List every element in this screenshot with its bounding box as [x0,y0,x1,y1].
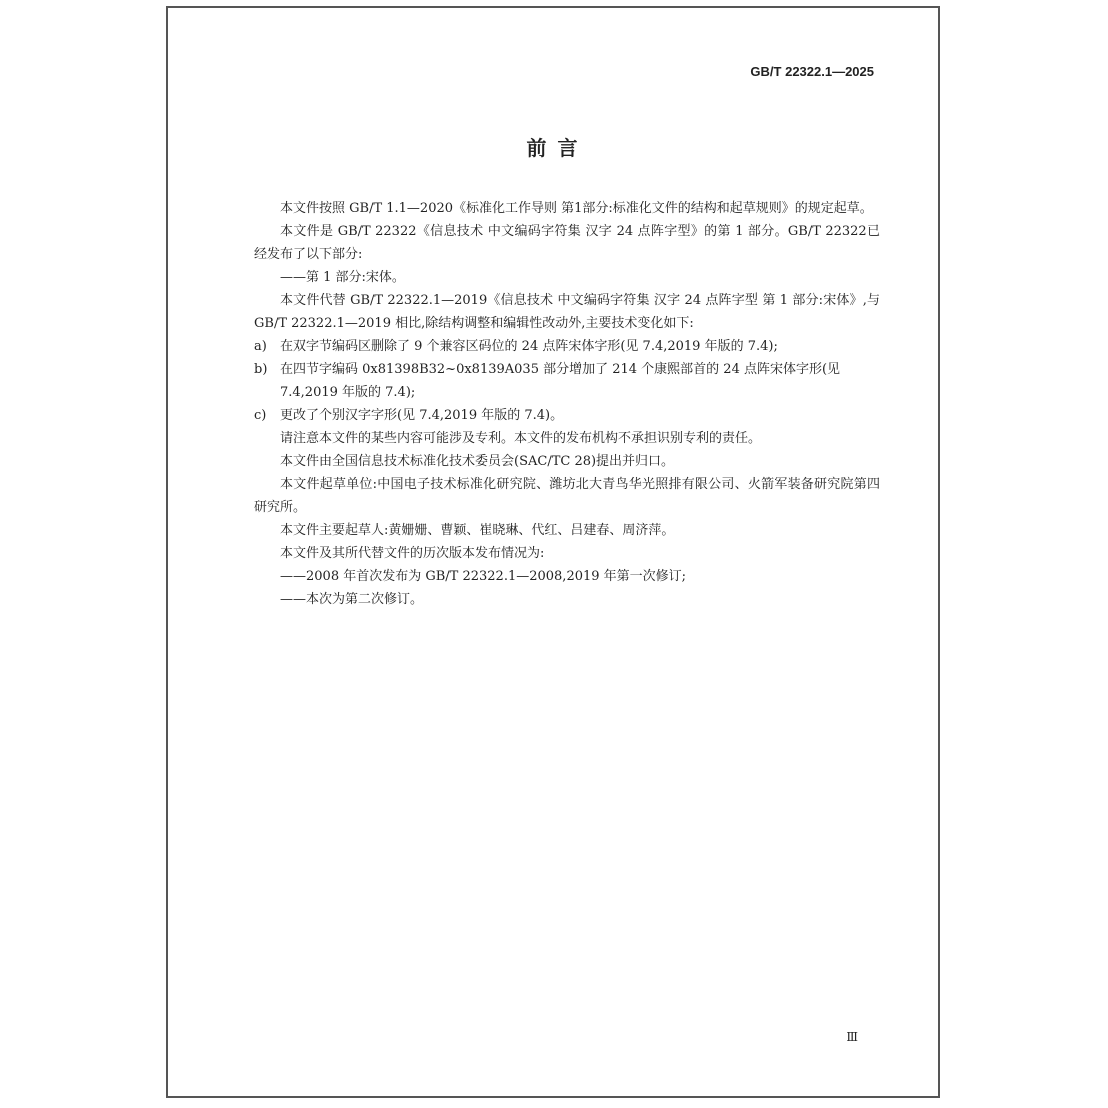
paragraph-parts: 本文件是 GB/T 22322《信息技术 中文编码字符集 汉字 24 点阵字型》的第 1 部分。GB/T 22322已经发布了以下部分: [254,224,880,262]
paragraph-replaces: 本文件代替 GB/T 22322.1—2019《信息技术 中文编码字符集 汉字 24 点阵字型 第 1 部分:宋体》,与 GB/T 22322.1—2019 相比,除结构调整和编辑性改动外,主要技术变化如下: [254,293,880,331]
paragraph-committee: 本文件由全国信息技术标准化技术委员会(SAC/TC 28)提出并归口。 [280,454,675,469]
history-item: ——2008 年首次发布为 GB/T 22322.1—2008,2019 年第一次修订; [280,569,687,584]
history-item: ——本次为第二次修订。 [280,592,424,607]
list-item-text: 在四节字编码 0x81398B32~0x8139A035 部分增加了 214 个康熙部首的 24 点阵宋体字形(见 7.4,2019 年版的 7.4); [280,362,841,400]
list-item-text: 更改了个别汉字字形(见 7.4,2019 年版的 7.4)。 [280,408,564,423]
list-item [254,335,880,358]
list-item-label: a) [254,339,267,354]
list-item-label: b) [254,362,268,377]
standard-code: GB/T 22322.1—2025 [750,64,874,79]
list-item [254,358,880,404]
paragraph-patent-notice: 请注意本文件的某些内容可能涉及专利。本文件的发布机构不承担识别专利的责任。 [280,431,762,446]
document-page [166,6,940,1098]
page-title: 前 言 [526,136,580,160]
foreword-body [254,197,880,611]
list-item-part: ——第 1 部分:宋体。 [280,270,405,285]
page-number: Ⅲ [846,1030,858,1044]
list-item-text: 在双字节编码区删除了 9 个兼容区码位的 24 点阵宋体字形(见 7.4,2019 年版的 7.4); [280,339,778,354]
paragraph-drafting-units: 本文件起草单位:中国电子技术标准化研究院、潍坊北大青鸟华光照排有限公司、火箭军装备研究院第四研究所。 [254,477,880,515]
paragraph-drafters: 本文件主要起草人:黄姗姗、曹颖、崔晓琳、代红、吕建春、周济萍。 [280,523,675,538]
paragraph-history-intro: 本文件及其所代替文件的历次版本发布情况为: [280,546,545,561]
paragraph-drafting-rules: 本文件按照 GB/T 1.1—2020《标准化工作导则 第1部分:标准化文件的结构和起草规则》的规定起草。 [280,201,873,216]
list-item-label: c) [254,408,267,423]
list-item [254,404,880,427]
